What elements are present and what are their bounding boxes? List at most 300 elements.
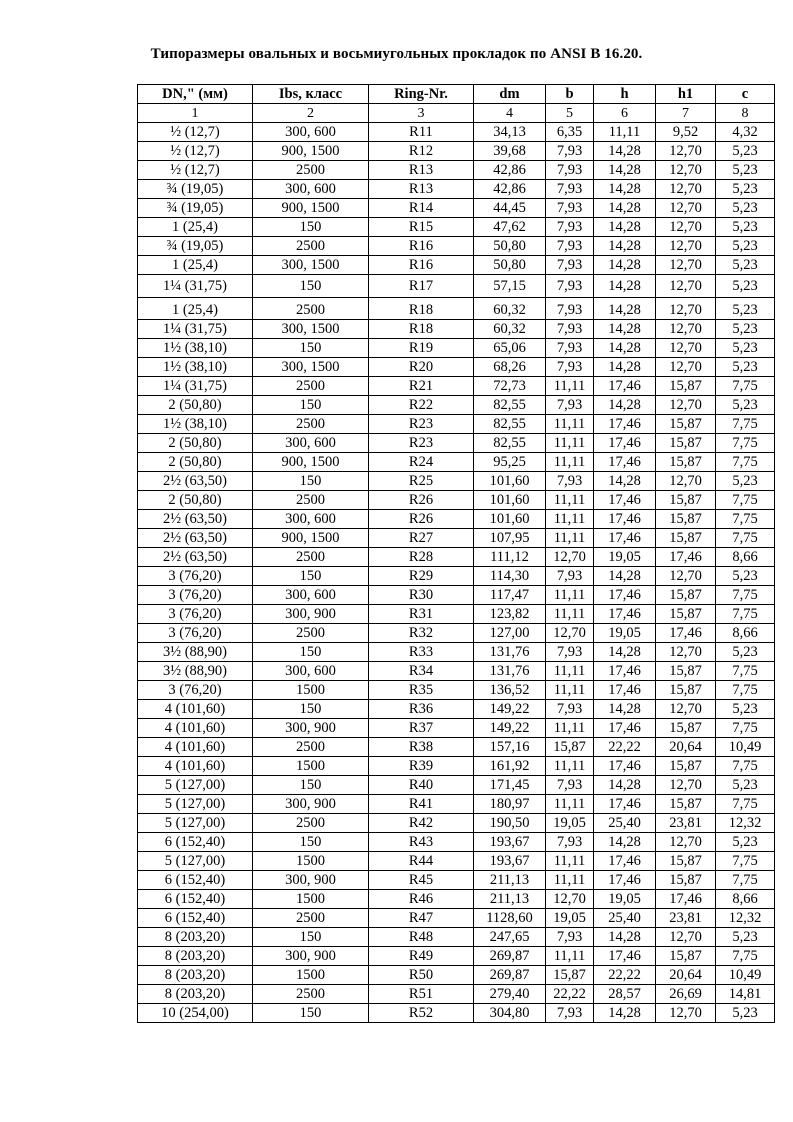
dn-cell: 3 (76,20) bbox=[138, 681, 253, 700]
table-row bbox=[138, 738, 775, 757]
dn-cell: 2½ (63,50) bbox=[138, 529, 253, 548]
dn-cell: 4 (101,60) bbox=[138, 700, 253, 719]
table-row bbox=[138, 377, 775, 396]
h-cell: 14,28 bbox=[594, 256, 656, 275]
h1-cell: 15,87 bbox=[656, 681, 716, 700]
c-cell: 5,23 bbox=[716, 472, 775, 491]
class-cell: 1500 bbox=[253, 852, 369, 871]
b-cell: 7,93 bbox=[546, 833, 594, 852]
dm-cell: 68,26 bbox=[474, 358, 546, 377]
column-header: h1 bbox=[656, 85, 716, 104]
table-row bbox=[138, 700, 775, 719]
table-row bbox=[138, 396, 775, 415]
ring-number-cell: R48 bbox=[369, 928, 474, 947]
h1-cell: 12,70 bbox=[656, 298, 716, 320]
dm-cell: 114,30 bbox=[474, 567, 546, 586]
b-cell: 11,11 bbox=[546, 871, 594, 890]
ring-number-cell: R22 bbox=[369, 396, 474, 415]
b-cell: 11,11 bbox=[546, 852, 594, 871]
c-cell: 5,23 bbox=[716, 199, 775, 218]
class-cell: 2500 bbox=[253, 814, 369, 833]
dn-cell: 1¼ (31,75) bbox=[138, 275, 253, 298]
c-cell: 8,66 bbox=[716, 548, 775, 567]
class-cell: 300, 1500 bbox=[253, 256, 369, 275]
dm-cell: 190,50 bbox=[474, 814, 546, 833]
table-row bbox=[138, 453, 775, 472]
dn-cell: 4 (101,60) bbox=[138, 719, 253, 738]
class-cell: 150 bbox=[253, 472, 369, 491]
h1-cell: 15,87 bbox=[656, 529, 716, 548]
dn-cell: 5 (127,00) bbox=[138, 814, 253, 833]
table-row bbox=[138, 472, 775, 491]
class-cell: 2500 bbox=[253, 624, 369, 643]
dm-cell: 47,62 bbox=[474, 218, 546, 237]
c-cell: 5,23 bbox=[716, 339, 775, 358]
dm-cell: 269,87 bbox=[474, 947, 546, 966]
b-cell: 7,93 bbox=[546, 396, 594, 415]
dn-cell: 4 (101,60) bbox=[138, 757, 253, 776]
b-cell: 7,93 bbox=[546, 339, 594, 358]
class-cell: 300, 600 bbox=[253, 510, 369, 529]
c-cell: 8,66 bbox=[716, 624, 775, 643]
b-cell: 7,93 bbox=[546, 142, 594, 161]
dn-cell: 8 (203,20) bbox=[138, 966, 253, 985]
h1-cell: 9,52 bbox=[656, 123, 716, 142]
column-number: 2 bbox=[253, 104, 369, 123]
dm-cell: 161,92 bbox=[474, 757, 546, 776]
h-cell: 14,28 bbox=[594, 567, 656, 586]
c-cell: 7,75 bbox=[716, 605, 775, 624]
b-cell: 7,93 bbox=[546, 700, 594, 719]
b-cell: 7,93 bbox=[546, 358, 594, 377]
dn-cell: ¾ (19,05) bbox=[138, 180, 253, 199]
class-cell: 900, 1500 bbox=[253, 529, 369, 548]
ring-number-cell: R43 bbox=[369, 833, 474, 852]
h-cell: 14,28 bbox=[594, 928, 656, 947]
h1-cell: 23,81 bbox=[656, 814, 716, 833]
b-cell: 11,11 bbox=[546, 605, 594, 624]
h1-cell: 12,70 bbox=[656, 199, 716, 218]
class-cell: 150 bbox=[253, 339, 369, 358]
dn-cell: ½ (12,7) bbox=[138, 123, 253, 142]
c-cell: 7,75 bbox=[716, 434, 775, 453]
dn-cell: 5 (127,00) bbox=[138, 852, 253, 871]
dm-cell: 107,95 bbox=[474, 529, 546, 548]
dn-cell: 8 (203,20) bbox=[138, 947, 253, 966]
table-row bbox=[138, 339, 775, 358]
h1-cell: 23,81 bbox=[656, 909, 716, 928]
dn-cell: 2½ (63,50) bbox=[138, 472, 253, 491]
table-row bbox=[138, 358, 775, 377]
ring-number-cell: R12 bbox=[369, 142, 474, 161]
dn-cell: 2½ (63,50) bbox=[138, 548, 253, 567]
dm-cell: 111,12 bbox=[474, 548, 546, 567]
class-cell: 150 bbox=[253, 1004, 369, 1023]
dm-cell: 50,80 bbox=[474, 256, 546, 275]
ring-number-cell: R16 bbox=[369, 237, 474, 256]
column-header: Ibs, класс bbox=[253, 85, 369, 104]
table-row bbox=[138, 871, 775, 890]
ring-number-cell: R39 bbox=[369, 757, 474, 776]
class-cell: 2500 bbox=[253, 491, 369, 510]
dm-cell: 60,32 bbox=[474, 298, 546, 320]
column-number: 3 bbox=[369, 104, 474, 123]
b-cell: 7,93 bbox=[546, 298, 594, 320]
h1-cell: 15,87 bbox=[656, 415, 716, 434]
ring-number-cell: R50 bbox=[369, 966, 474, 985]
class-cell: 150 bbox=[253, 776, 369, 795]
b-cell: 11,11 bbox=[546, 757, 594, 776]
table-row bbox=[138, 180, 775, 199]
h1-cell: 12,70 bbox=[656, 339, 716, 358]
dn-cell: 2 (50,80) bbox=[138, 434, 253, 453]
c-cell: 7,75 bbox=[716, 415, 775, 434]
ring-number-cell: R49 bbox=[369, 947, 474, 966]
ring-number-cell: R51 bbox=[369, 985, 474, 1004]
class-cell: 2500 bbox=[253, 237, 369, 256]
h1-cell: 26,69 bbox=[656, 985, 716, 1004]
dn-cell: 3 (76,20) bbox=[138, 567, 253, 586]
b-cell: 7,93 bbox=[546, 567, 594, 586]
dm-cell: 65,06 bbox=[474, 339, 546, 358]
column-header: dm bbox=[474, 85, 546, 104]
b-cell: 11,11 bbox=[546, 947, 594, 966]
dn-cell: 2½ (63,50) bbox=[138, 510, 253, 529]
h1-cell: 12,70 bbox=[656, 142, 716, 161]
dm-cell: 39,68 bbox=[474, 142, 546, 161]
dn-cell: 4 (101,60) bbox=[138, 738, 253, 757]
ring-number-cell: R19 bbox=[369, 339, 474, 358]
h-cell: 17,46 bbox=[594, 795, 656, 814]
table-row bbox=[138, 491, 775, 510]
column-number: 5 bbox=[546, 104, 594, 123]
c-cell: 7,75 bbox=[716, 529, 775, 548]
b-cell: 11,11 bbox=[546, 586, 594, 605]
ring-number-cell: R37 bbox=[369, 719, 474, 738]
h-cell: 17,46 bbox=[594, 681, 656, 700]
column-header: c bbox=[716, 85, 775, 104]
class-cell: 300, 600 bbox=[253, 434, 369, 453]
dn-cell: 8 (203,20) bbox=[138, 985, 253, 1004]
dm-cell: 131,76 bbox=[474, 643, 546, 662]
gasket-size-table bbox=[137, 84, 775, 1023]
c-cell: 7,75 bbox=[716, 586, 775, 605]
dn-cell: 1 (25,4) bbox=[138, 298, 253, 320]
ring-number-cell: R14 bbox=[369, 199, 474, 218]
h-cell: 14,28 bbox=[594, 396, 656, 415]
table-row bbox=[138, 320, 775, 339]
b-cell: 12,70 bbox=[546, 624, 594, 643]
table-row bbox=[138, 586, 775, 605]
column-header: b bbox=[546, 85, 594, 104]
class-cell: 150 bbox=[253, 275, 369, 298]
h1-cell: 12,70 bbox=[656, 358, 716, 377]
h1-cell: 15,87 bbox=[656, 434, 716, 453]
ring-number-cell: R27 bbox=[369, 529, 474, 548]
dm-cell: 50,80 bbox=[474, 237, 546, 256]
class-cell: 300, 900 bbox=[253, 871, 369, 890]
dm-cell: 157,16 bbox=[474, 738, 546, 757]
dm-cell: 60,32 bbox=[474, 320, 546, 339]
dm-cell: 82,55 bbox=[474, 396, 546, 415]
column-number: 7 bbox=[656, 104, 716, 123]
h1-cell: 15,87 bbox=[656, 795, 716, 814]
class-cell: 1500 bbox=[253, 890, 369, 909]
dm-cell: 42,86 bbox=[474, 161, 546, 180]
c-cell: 10,49 bbox=[716, 738, 775, 757]
c-cell: 7,75 bbox=[716, 795, 775, 814]
c-cell: 7,75 bbox=[716, 719, 775, 738]
h-cell: 17,46 bbox=[594, 415, 656, 434]
dm-cell: 131,76 bbox=[474, 662, 546, 681]
dm-cell: 247,65 bbox=[474, 928, 546, 947]
dm-cell: 95,25 bbox=[474, 453, 546, 472]
h1-cell: 12,70 bbox=[656, 700, 716, 719]
b-cell: 11,11 bbox=[546, 719, 594, 738]
h1-cell: 15,87 bbox=[656, 719, 716, 738]
dn-cell: 6 (152,40) bbox=[138, 909, 253, 928]
ring-number-cell: R30 bbox=[369, 586, 474, 605]
h-cell: 19,05 bbox=[594, 890, 656, 909]
table-row bbox=[138, 719, 775, 738]
dm-cell: 101,60 bbox=[474, 472, 546, 491]
h-cell: 25,40 bbox=[594, 814, 656, 833]
dn-cell: 3½ (88,90) bbox=[138, 662, 253, 681]
ring-number-cell: R18 bbox=[369, 320, 474, 339]
dn-cell: 1½ (38,10) bbox=[138, 339, 253, 358]
class-cell: 300, 1500 bbox=[253, 358, 369, 377]
c-cell: 12,32 bbox=[716, 814, 775, 833]
ring-number-cell: R32 bbox=[369, 624, 474, 643]
c-cell: 5,23 bbox=[716, 275, 775, 298]
h-cell: 14,28 bbox=[594, 643, 656, 662]
column-header: h bbox=[594, 85, 656, 104]
dm-cell: 279,40 bbox=[474, 985, 546, 1004]
dn-cell: 6 (152,40) bbox=[138, 890, 253, 909]
class-cell: 2500 bbox=[253, 909, 369, 928]
b-cell: 7,93 bbox=[546, 275, 594, 298]
table-row bbox=[138, 681, 775, 700]
ring-number-cell: R15 bbox=[369, 218, 474, 237]
dn-cell: 3 (76,20) bbox=[138, 586, 253, 605]
table-row bbox=[138, 909, 775, 928]
b-cell: 7,93 bbox=[546, 218, 594, 237]
h-cell: 17,46 bbox=[594, 662, 656, 681]
dm-cell: 171,45 bbox=[474, 776, 546, 795]
dn-cell: 1½ (38,10) bbox=[138, 415, 253, 434]
b-cell: 12,70 bbox=[546, 548, 594, 567]
class-cell: 300, 1500 bbox=[253, 320, 369, 339]
ring-number-cell: R46 bbox=[369, 890, 474, 909]
h-cell: 22,22 bbox=[594, 738, 656, 757]
c-cell: 7,75 bbox=[716, 377, 775, 396]
c-cell: 8,66 bbox=[716, 890, 775, 909]
c-cell: 7,75 bbox=[716, 852, 775, 871]
table-row bbox=[138, 833, 775, 852]
h-cell: 14,28 bbox=[594, 180, 656, 199]
table-row bbox=[138, 199, 775, 218]
class-cell: 1500 bbox=[253, 966, 369, 985]
class-cell: 2500 bbox=[253, 738, 369, 757]
ring-number-cell: R44 bbox=[369, 852, 474, 871]
table-row bbox=[138, 928, 775, 947]
c-cell: 5,23 bbox=[716, 396, 775, 415]
h-cell: 14,28 bbox=[594, 776, 656, 795]
b-cell: 11,11 bbox=[546, 662, 594, 681]
h1-cell: 17,46 bbox=[656, 624, 716, 643]
dn-cell: 5 (127,00) bbox=[138, 795, 253, 814]
h1-cell: 12,70 bbox=[656, 928, 716, 947]
ring-number-cell: R38 bbox=[369, 738, 474, 757]
class-cell: 150 bbox=[253, 567, 369, 586]
b-cell: 7,93 bbox=[546, 776, 594, 795]
ring-number-cell: R13 bbox=[369, 180, 474, 199]
class-cell: 2500 bbox=[253, 377, 369, 396]
dm-cell: 304,80 bbox=[474, 1004, 546, 1023]
ring-number-cell: R36 bbox=[369, 700, 474, 719]
ring-number-cell: R11 bbox=[369, 123, 474, 142]
dm-cell: 269,87 bbox=[474, 966, 546, 985]
c-cell: 5,23 bbox=[716, 298, 775, 320]
class-cell: 300, 900 bbox=[253, 947, 369, 966]
ring-number-cell: R20 bbox=[369, 358, 474, 377]
class-cell: 300, 900 bbox=[253, 605, 369, 624]
h-cell: 14,28 bbox=[594, 358, 656, 377]
b-cell: 7,93 bbox=[546, 237, 594, 256]
h1-cell: 15,87 bbox=[656, 491, 716, 510]
h-cell: 17,46 bbox=[594, 605, 656, 624]
h-cell: 14,28 bbox=[594, 472, 656, 491]
class-cell: 150 bbox=[253, 218, 369, 237]
h1-cell: 20,64 bbox=[656, 966, 716, 985]
h-cell: 14,28 bbox=[594, 199, 656, 218]
dn-cell: 2 (50,80) bbox=[138, 396, 253, 415]
b-cell: 11,11 bbox=[546, 491, 594, 510]
b-cell: 7,93 bbox=[546, 1004, 594, 1023]
table-row bbox=[138, 529, 775, 548]
column-header: Ring-Nr. bbox=[369, 85, 474, 104]
ring-number-cell: R45 bbox=[369, 871, 474, 890]
h1-cell: 12,70 bbox=[656, 161, 716, 180]
class-cell: 300, 600 bbox=[253, 586, 369, 605]
b-cell: 11,11 bbox=[546, 453, 594, 472]
table-row bbox=[138, 237, 775, 256]
dm-cell: 180,97 bbox=[474, 795, 546, 814]
table-row bbox=[138, 814, 775, 833]
table-row bbox=[138, 1004, 775, 1023]
class-cell: 300, 900 bbox=[253, 719, 369, 738]
dm-cell: 149,22 bbox=[474, 719, 546, 738]
table-row bbox=[138, 510, 775, 529]
h-cell: 17,46 bbox=[594, 586, 656, 605]
h-cell: 14,28 bbox=[594, 1004, 656, 1023]
b-cell: 12,70 bbox=[546, 890, 594, 909]
ring-number-cell: R21 bbox=[369, 377, 474, 396]
c-cell: 5,23 bbox=[716, 700, 775, 719]
ring-number-cell: R42 bbox=[369, 814, 474, 833]
table-row bbox=[138, 434, 775, 453]
table-row bbox=[138, 966, 775, 985]
h1-cell: 12,70 bbox=[656, 1004, 716, 1023]
dn-cell: 10 (254,00) bbox=[138, 1004, 253, 1023]
c-cell: 10,49 bbox=[716, 966, 775, 985]
ring-number-cell: R31 bbox=[369, 605, 474, 624]
h1-cell: 12,70 bbox=[656, 472, 716, 491]
dm-cell: 123,82 bbox=[474, 605, 546, 624]
dm-cell: 72,73 bbox=[474, 377, 546, 396]
b-cell: 11,11 bbox=[546, 681, 594, 700]
class-cell: 2500 bbox=[253, 985, 369, 1004]
table-row bbox=[138, 142, 775, 161]
b-cell: 11,11 bbox=[546, 795, 594, 814]
h1-cell: 12,70 bbox=[656, 396, 716, 415]
class-cell: 300, 600 bbox=[253, 123, 369, 142]
b-cell: 19,05 bbox=[546, 814, 594, 833]
column-number: 8 bbox=[716, 104, 775, 123]
b-cell: 11,11 bbox=[546, 377, 594, 396]
c-cell: 5,23 bbox=[716, 256, 775, 275]
h1-cell: 20,64 bbox=[656, 738, 716, 757]
c-cell: 7,75 bbox=[716, 681, 775, 700]
h-cell: 28,57 bbox=[594, 985, 656, 1004]
dn-cell: 2 (50,80) bbox=[138, 491, 253, 510]
table-row bbox=[138, 852, 775, 871]
c-cell: 14,81 bbox=[716, 985, 775, 1004]
column-number: 1 bbox=[138, 104, 253, 123]
dm-cell: 127,00 bbox=[474, 624, 546, 643]
table-row bbox=[138, 643, 775, 662]
h1-cell: 12,70 bbox=[656, 256, 716, 275]
h-cell: 17,46 bbox=[594, 947, 656, 966]
class-cell: 150 bbox=[253, 700, 369, 719]
b-cell: 7,93 bbox=[546, 928, 594, 947]
table-row bbox=[138, 415, 775, 434]
c-cell: 5,23 bbox=[716, 1004, 775, 1023]
table-row bbox=[138, 947, 775, 966]
b-cell: 7,93 bbox=[546, 643, 594, 662]
dm-cell: 193,67 bbox=[474, 833, 546, 852]
table-row bbox=[138, 275, 775, 298]
ring-number-cell: R18 bbox=[369, 298, 474, 320]
class-cell: 2500 bbox=[253, 161, 369, 180]
class-cell: 2500 bbox=[253, 548, 369, 567]
dn-cell: 8 (203,20) bbox=[138, 928, 253, 947]
column-number: 6 bbox=[594, 104, 656, 123]
class-cell: 900, 1500 bbox=[253, 453, 369, 472]
dm-cell: 149,22 bbox=[474, 700, 546, 719]
h1-cell: 15,87 bbox=[656, 662, 716, 681]
dn-cell: 1½ (38,10) bbox=[138, 358, 253, 377]
h-cell: 14,28 bbox=[594, 298, 656, 320]
table-row bbox=[138, 298, 775, 320]
h1-cell: 12,70 bbox=[656, 275, 716, 298]
class-cell: 300, 600 bbox=[253, 180, 369, 199]
dn-cell: ¾ (19,05) bbox=[138, 237, 253, 256]
c-cell: 7,75 bbox=[716, 510, 775, 529]
table-row bbox=[138, 795, 775, 814]
ring-number-cell: R41 bbox=[369, 795, 474, 814]
b-cell: 7,93 bbox=[546, 320, 594, 339]
h-cell: 17,46 bbox=[594, 719, 656, 738]
h-cell: 17,46 bbox=[594, 491, 656, 510]
b-cell: 11,11 bbox=[546, 434, 594, 453]
c-cell: 4,32 bbox=[716, 123, 775, 142]
b-cell: 11,11 bbox=[546, 510, 594, 529]
b-cell: 7,93 bbox=[546, 256, 594, 275]
h-cell: 17,46 bbox=[594, 529, 656, 548]
dn-cell: 3 (76,20) bbox=[138, 624, 253, 643]
c-cell: 5,23 bbox=[716, 320, 775, 339]
